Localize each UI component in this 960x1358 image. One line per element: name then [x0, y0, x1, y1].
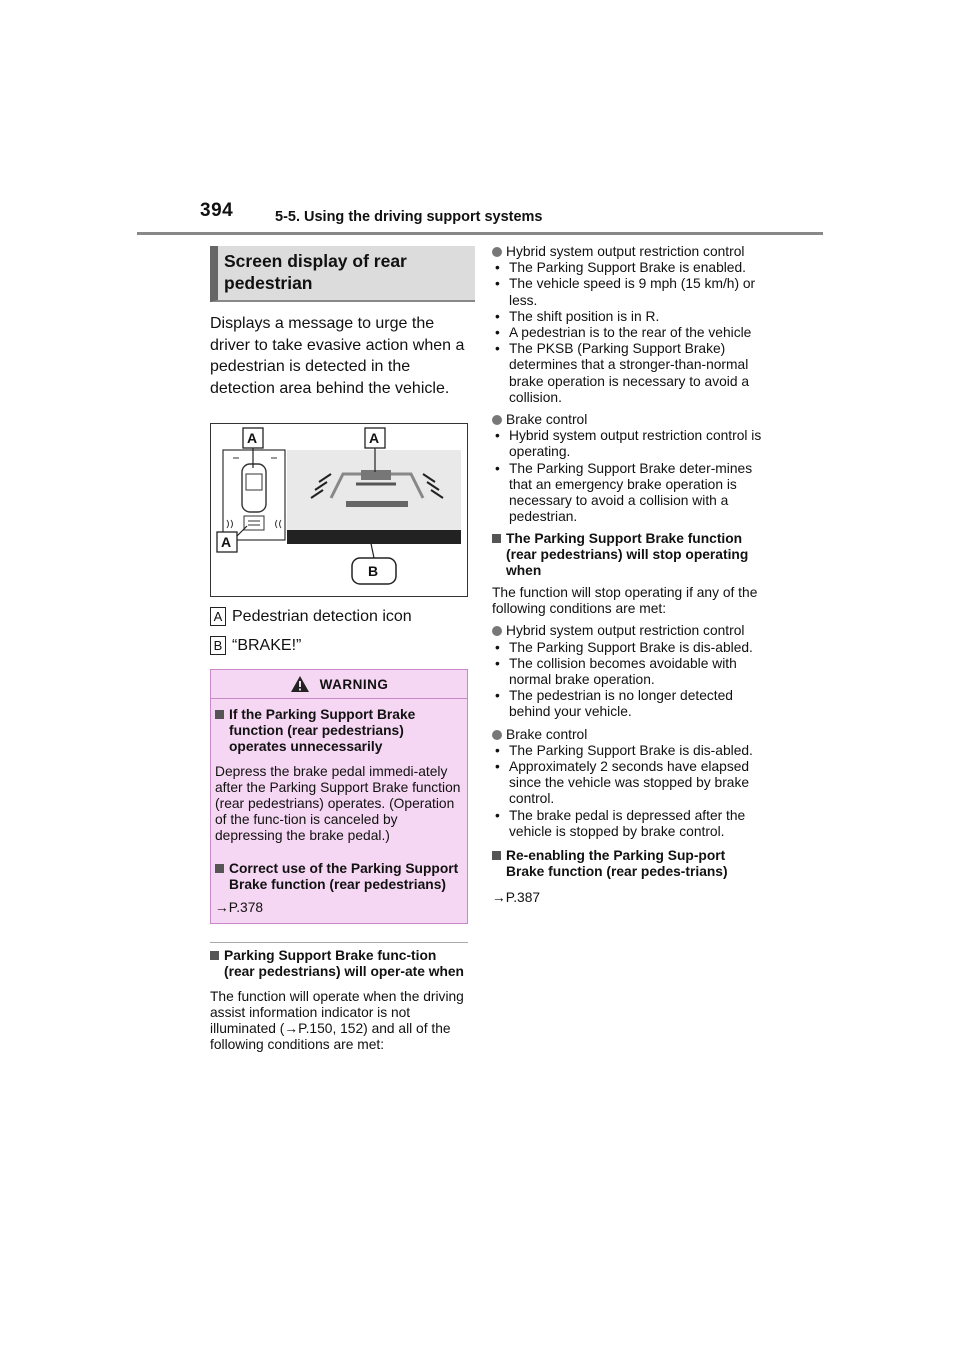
list-item: • The Parking Support Brake deter-mines that an emergency brake operation is necessary to avoid a collision with a pedestrian.: [495, 460, 753, 525]
list-item: • The Parking Support Brake is dis-abled.: [495, 742, 753, 758]
section-title: 5-5. Using the driving support systems: [275, 209, 543, 225]
label-a-top-left: A: [247, 430, 258, 446]
warning-sub2-ref[interactable]: →P.378: [215, 900, 264, 915]
label-a-bottom: A: [221, 534, 232, 550]
stop-when-body: The function will stop operating if any of the following conditions are met:: [492, 585, 758, 617]
square-bullet-icon: [210, 951, 219, 960]
circle-bullet-icon: [492, 247, 502, 257]
warning-header: [211, 670, 467, 699]
warning-sub1-body: Depress the brake pedal immedi-ately after the Parking Support Brake function (rear pedestrians) operates. (Operation of the func-tion is canceled by depressing the brake pedal.): [215, 764, 461, 843]
list-item: • The Parking Support Brake is enabled.: [495, 260, 746, 276]
callout-a-text: Pedestrian detection icon: [232, 607, 412, 625]
list-item: • Hybrid system output restriction control is operating.: [495, 428, 762, 460]
reenable-title: Re-enabling the Parking Sup-port Brake function (rear pedes-trians): [492, 848, 762, 880]
bullet-hybrid-output-1: Hybrid system output restriction control: [492, 244, 762, 260]
operate-when-body: The function will operate when the driving assist information indicator is not illuminated (→P.150, 152) and all of the following conditions are met:: [210, 989, 464, 1052]
square-bullet-icon: [215, 710, 224, 719]
callout-b: [210, 636, 470, 655]
bullet-brake-control-1: Brake control: [492, 412, 762, 428]
square-bullet-icon: [492, 851, 501, 860]
divider: [210, 942, 468, 943]
rear-camera-illustration: [211, 424, 467, 596]
intro-text: Displays a message to urge the driver to take evasive action when a pedestrian is detected in the detection area behind the vehicle.: [210, 315, 465, 397]
bullet-brake-control-2: Brake control: [492, 727, 762, 743]
list-item: • A pedestrian is to the rear of the vehicle: [495, 325, 752, 341]
label-a-top-right: A: [369, 430, 380, 446]
right-column: [492, 244, 762, 905]
sublist-3: [492, 640, 762, 721]
callout-a-label: A: [210, 607, 226, 626]
list-item: • Approximately 2 seconds have elapsed since the vehicle was stopped by brake control.: [495, 759, 750, 807]
warning-box: [210, 669, 468, 924]
warning-sub1-title: If the Parking Support Brake function (rear pedestrians) operates unnecessarily: [215, 707, 461, 755]
list-item: • The shift position is in R.: [495, 308, 660, 324]
stop-when-title: The Parking Support Brake function (rear pedestrians) will stop operating when: [492, 531, 762, 579]
circle-bullet-icon: [492, 415, 502, 425]
warning-triangle-icon: [290, 675, 310, 693]
operate-when-title: Parking Support Brake func-tion (rear pedestrians) will oper-ate when: [210, 948, 470, 980]
list-item: • The pedestrian is no longer detected behind your vehicle.: [495, 688, 733, 720]
left-column: [210, 246, 470, 1053]
circle-bullet-icon: [492, 730, 502, 740]
list-item: • The Parking Support Brake is dis-abled.: [495, 639, 753, 655]
page-header: [200, 200, 822, 236]
sublist-2: [492, 428, 762, 525]
callout-a: [210, 607, 470, 626]
page-number: 394: [200, 200, 234, 221]
list-item: • The PKSB (Parking Support Brake) determines that a stronger-than-normal brake operation is necessary to avoid a collision.: [495, 341, 750, 405]
bullet-hybrid-output-2: Hybrid system output restriction control: [492, 623, 762, 639]
label-b: B: [368, 563, 379, 579]
reenable-ref[interactable]: →P.387: [492, 890, 541, 906]
sublist-4: [492, 743, 762, 840]
callout-b-label: B: [210, 636, 226, 655]
circle-bullet-icon: [492, 626, 502, 636]
list-item: • The brake pedal is depressed after the vehicle is stopped by brake control.: [495, 807, 746, 839]
square-bullet-icon: [215, 864, 224, 873]
warning-title: WARNING: [319, 676, 389, 692]
list-item: • The vehicle speed is 9 mph (15 km/h) or less.: [495, 276, 756, 308]
header-rule: [137, 232, 823, 235]
camera-display-figure: [210, 423, 468, 597]
section-heading: Screen display of rear pedestrian: [210, 246, 475, 302]
square-bullet-icon: [492, 534, 501, 543]
warning-sub2-title: Correct use of the Parking Support Brake function (rear pedestrians): [215, 861, 461, 893]
list-item: • The collision becomes avoidable with normal brake operation.: [495, 655, 737, 688]
sublist-1: [492, 260, 762, 406]
callout-b-text: “BRAKE!”: [232, 636, 302, 654]
